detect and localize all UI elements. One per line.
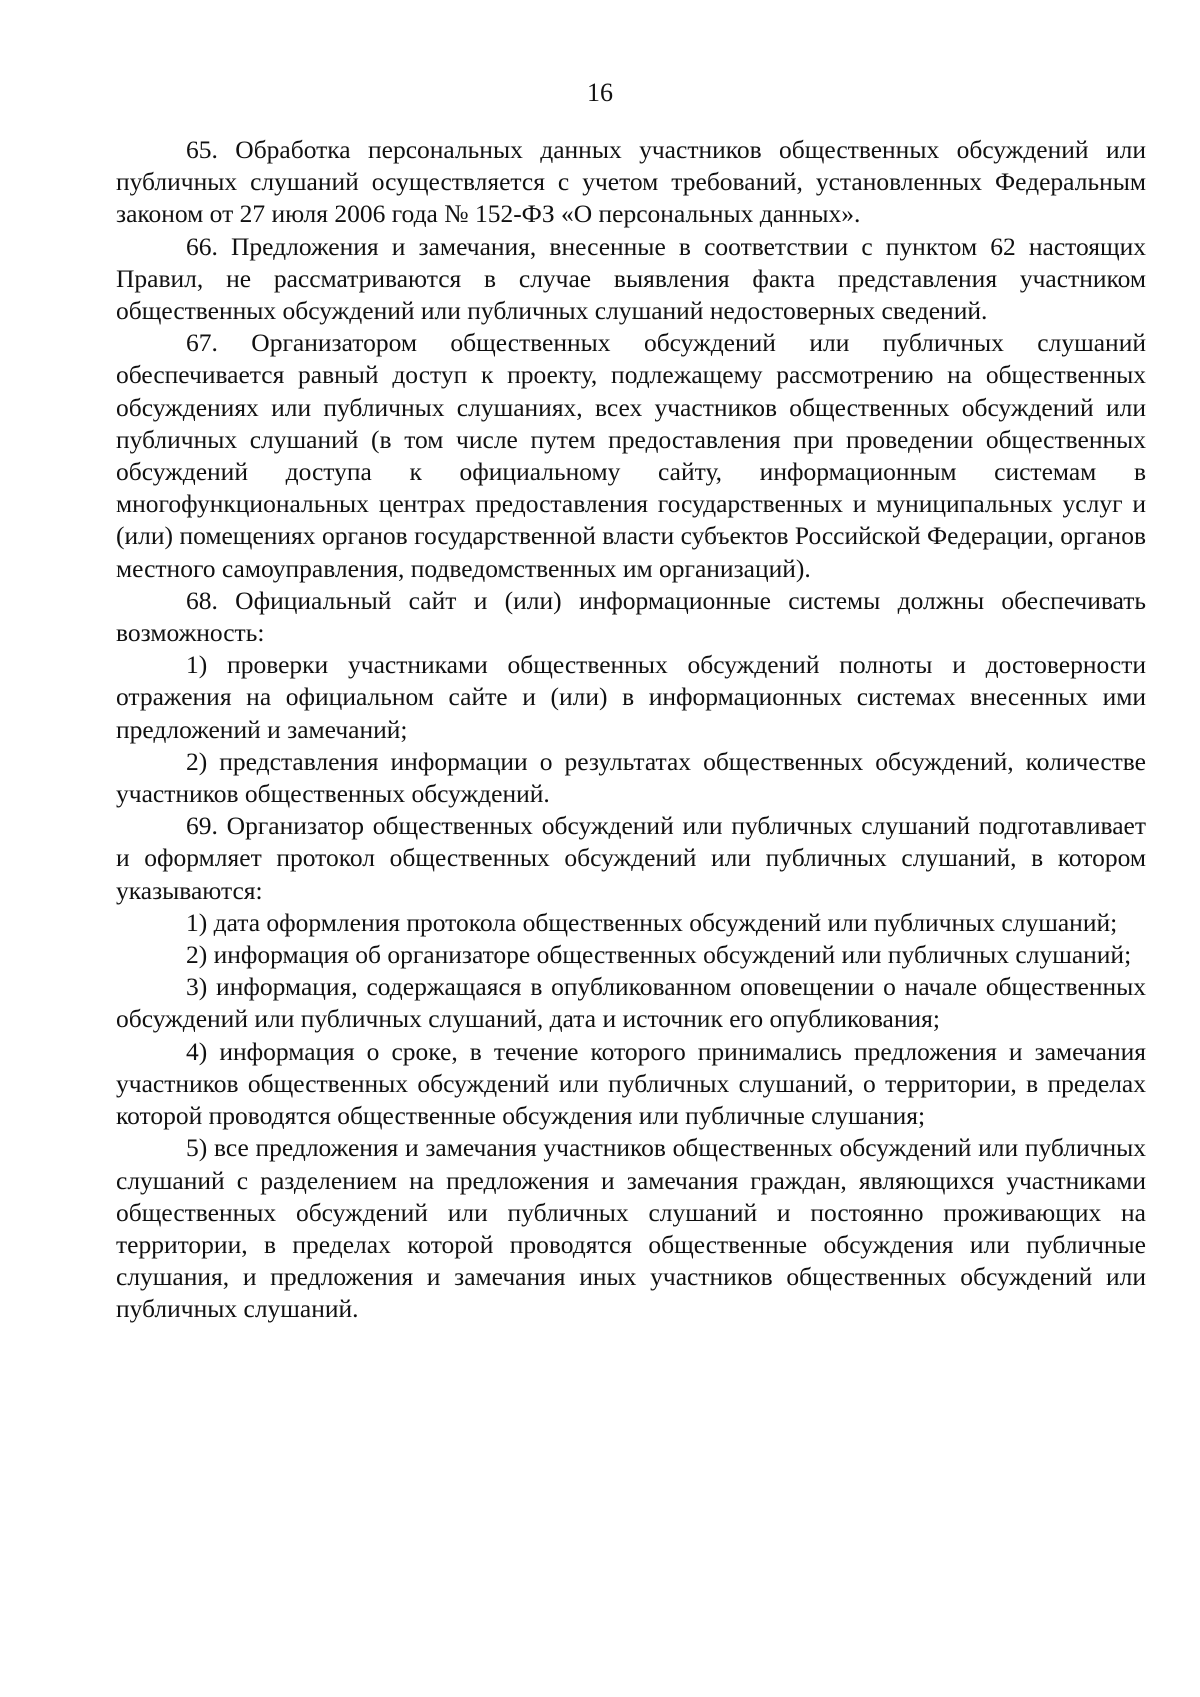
page-number: 16 bbox=[587, 78, 613, 107]
list-item-69-5: 5) все предложения и замечания участников общественных обсуждений или публичных слушаний с разделением на предложения и замечания граждан, являющихся участниками общественных обсуждений или публичных слушаний и постоянно проживающих на территории, в пределах которой проводятся общественные обсуждения или публичные слушания, и предложения и замечания иных участников общественных обсуждений или публичных слушаний. bbox=[116, 1133, 1146, 1324]
list-item-68-2: 2) представления информации о результатах общественных обсуждений, количестве участников общественных обсуждений. bbox=[116, 746, 1146, 809]
list-item-69-4: 4) информация о сроке, в течение которого принимались предложения и замечания участников общественных обсуждений или публичных слушаний, о территории, в пределах которой проводятся общественные обсуждения или публичные слушания; bbox=[116, 1036, 1146, 1131]
document-body bbox=[116, 134, 1146, 1326]
paragraph-69: 69. Организатор общественных обсуждений или публичных слушаний подготавливает и оформляет протокол общественных обсуждений или публичных слушаний, в котором указываются: bbox=[116, 811, 1146, 905]
paragraph-66: 66. Предложения и замечания, внесенные в соответствии с пунктом 62 настоящих Правил, не рассматриваются в случае выявления факта представления участником общественных обсуждений или публичных слушаний недостоверных сведений. bbox=[116, 231, 1146, 326]
list-item-69-2: 2) информация об организаторе общественных обсуждений или публичных слушаний; bbox=[186, 940, 1132, 970]
paragraph-68: 68. Официальный сайт и (или) информационные системы должны обеспечивать возможность: bbox=[116, 585, 1146, 648]
list-item-69-3: 3) информация, содержащаяся в опубликованном оповещении о начале общественных обсуждений или публичных слушаний, дата и источник его опубликования; bbox=[116, 972, 1146, 1034]
list-item-68-1: 1) проверки участниками общественных обсуждений полноты и достоверности отражения на официальном сайте и (или) в информационных системах внесенных ими предложений и замечаний; bbox=[116, 650, 1146, 744]
list-item-69-1: 1) дата оформления протокола общественных обсуждений или публичных слушаний; bbox=[186, 907, 1118, 937]
paragraph-65: 65. Обработка персональных данных участников общественных обсуждений или публичных слушаний осуществляется с учетом требований, установленных Федеральным законом от 27 июля 2006 года № 152-ФЗ «О персональных данных». bbox=[116, 135, 1146, 229]
paragraph-67: 67. Организатором общественных обсуждений или публичных слушаний обеспечивается равный доступ к проекту, подлежащему рассмотрению на общественных обсуждениях или публичных слушаниях, всех участников общественных обсуждений или публичных слушаний (в том числе путем предоставления при проведении общественных обсуждений доступа к официальному сайту, информационным системам в многофункциональных центрах предоставления государственных и муниципальных услуг и (или) помещениях органов государственной власти субъектов Российской Федерации, органов местного самоуправления, подведомственных им организаций). bbox=[116, 328, 1146, 583]
